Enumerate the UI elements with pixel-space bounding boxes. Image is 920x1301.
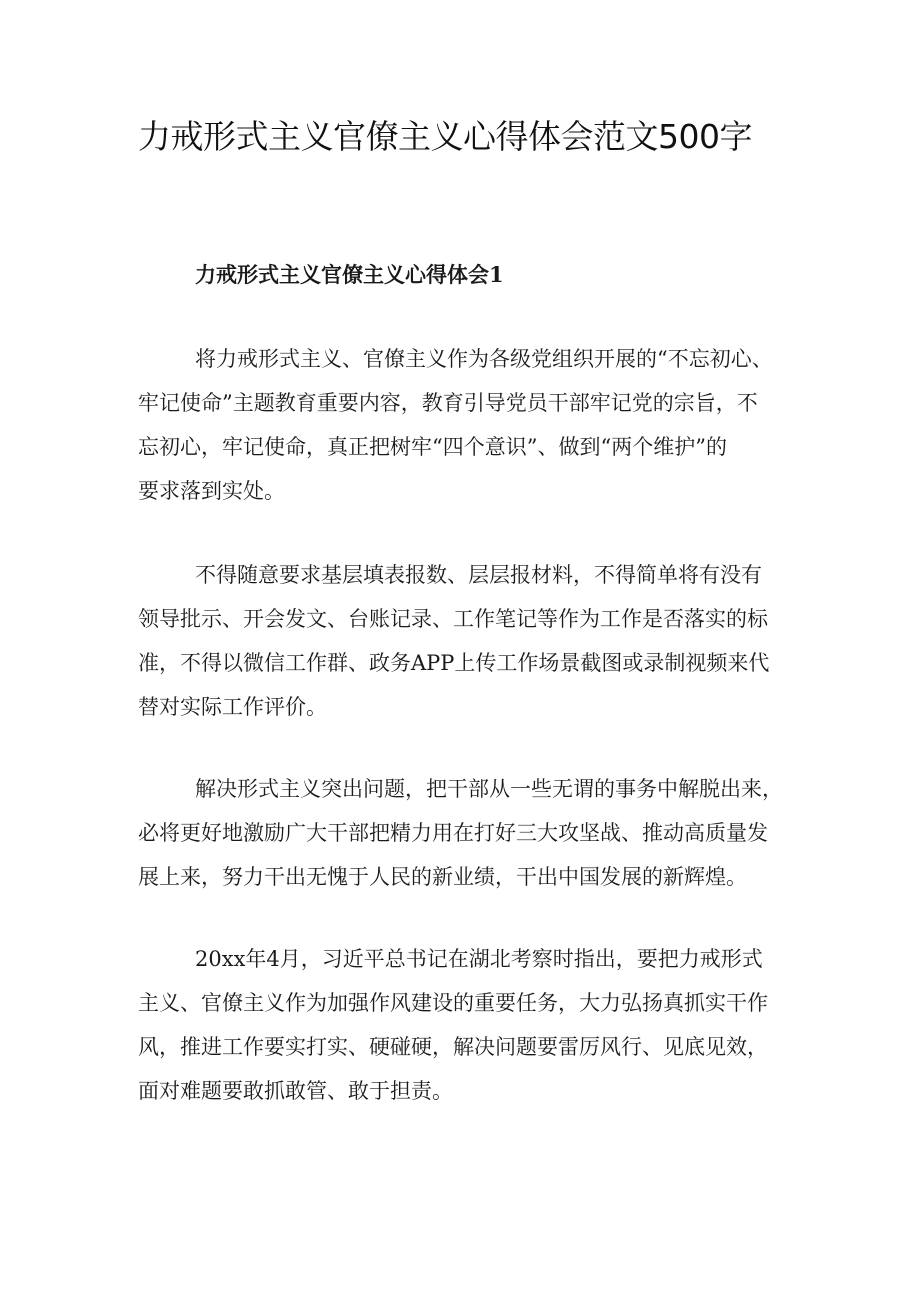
paragraph-line: 风，推进工作要实打实、硬碰硬，解决问题要雷厉风行、见底见效， — [138, 1035, 768, 1059]
paragraph-line: 准，不得以微信工作群、政务APP上传工作场景截图或录制视频来代 — [138, 651, 770, 675]
paragraph-line: 忘初心，牢记使命，真正把树牢“四个意识”、做到“两个维护”的 — [138, 435, 727, 459]
paragraph-line: 要求落到实处。 — [138, 479, 285, 503]
paragraph-line: 主义、官僚主义作为加强作风建设的重要任务，大力弘扬真抓实干作 — [138, 991, 768, 1015]
paragraph-line: 牢记使命”主题教育重要内容，教育引导党员干部牢记党的宗旨，不 — [138, 391, 758, 415]
paragraph-line: 必将更好地激励广大干部把精力用在打好三大攻坚战、推动高质量发 — [138, 821, 768, 845]
paragraph-2 — [138, 553, 788, 729]
paragraph-1 — [138, 337, 788, 513]
paragraph-line: 不得随意要求基层填表报数、层层报材料，不得简单将有没有 — [195, 563, 762, 587]
paragraph-line: 展上来，努力干出无愧于人民的新业绩，干出中国发展的新辉煌。 — [138, 865, 747, 889]
paragraph-line: 面对难题要敢抓敢管、敢于担责。 — [138, 1079, 453, 1103]
paragraph-line: 领导批示、开会发文、台账记录、工作笔记等作为工作是否落实的标 — [138, 607, 768, 631]
document-title: 力戒形式主义官僚主义心得体会范文500字 — [138, 117, 752, 156]
paragraph-line: 20xx年4月，习近平总书记在湖北考察时指出，要把力戒形式 — [195, 947, 763, 971]
paragraph-3 — [138, 767, 788, 899]
paragraph-4 — [138, 937, 788, 1113]
paragraph-line: 解决形式主义突出问题，把干部从一些无谓的事务中解脱出来， — [195, 777, 783, 801]
section-heading: 力戒形式主义官僚主义心得体会1 — [195, 262, 504, 287]
paragraph-line: 将力戒形式主义、官僚主义作为各级党组织开展的“不忘初心、 — [195, 347, 773, 371]
paragraph-line: 替对实际工作评价。 — [138, 695, 327, 719]
